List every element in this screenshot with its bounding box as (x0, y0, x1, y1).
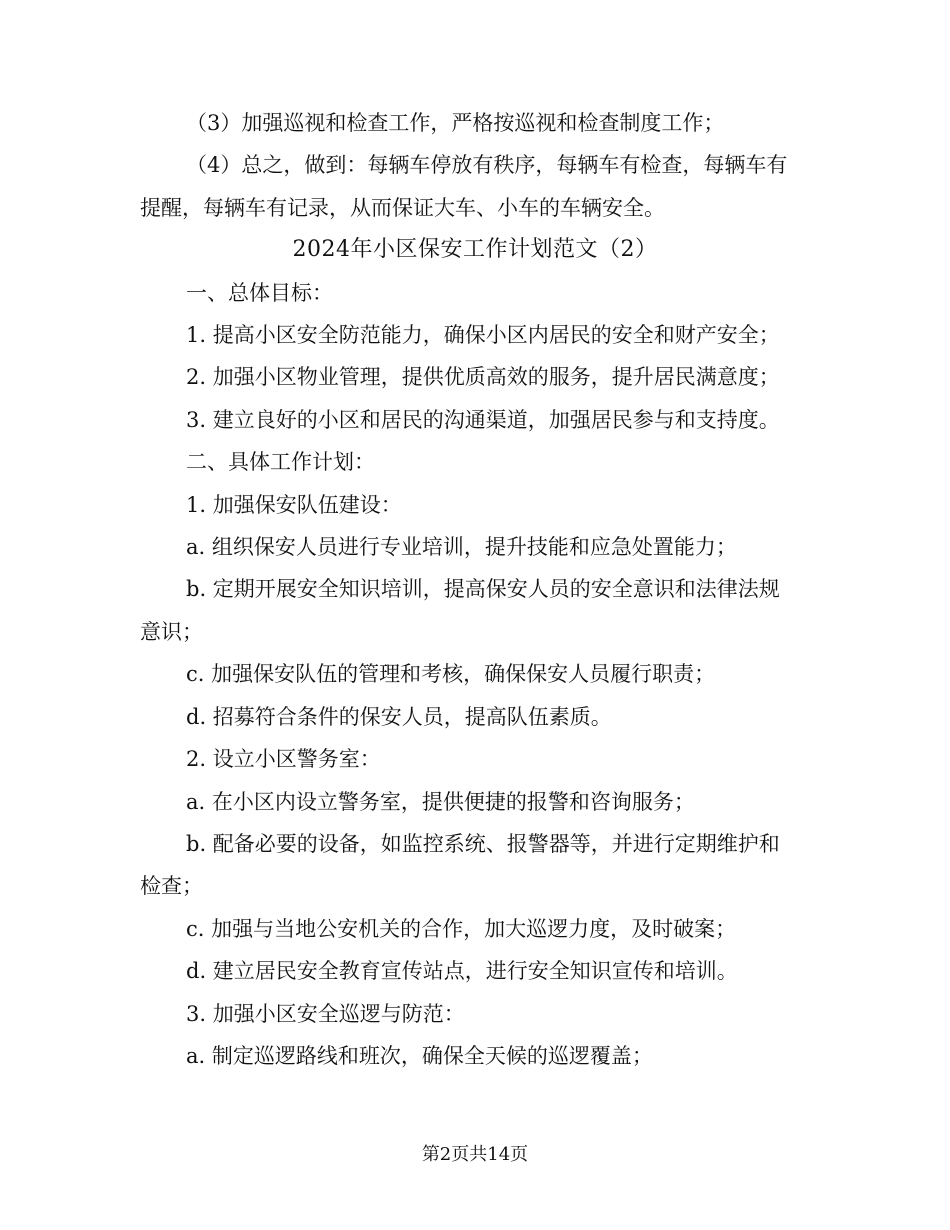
paragraph-line: a. 组织保安人员进行专业培训，提升技能和应急处置能力； (186, 535, 737, 560)
document-body (140, 102, 810, 1077)
page-footer: 第2页共14页 (421, 1144, 529, 1165)
paragraph-line: a. 在小区内设立警务室，提供便捷的报警和咨询服务； (186, 789, 695, 814)
section-title: 2024年小区保安工作计划范文（2） (292, 237, 658, 263)
paragraph-line: c. 加强保安队伍的管理和考核，确保保安人员履行职责； (186, 662, 716, 687)
paragraph-line: 二、具体工作计划： (186, 450, 375, 475)
paragraph-line: （4）总之，做到：每辆车停放有秩序，每辆车有检查，每辆车有 (186, 153, 788, 178)
paragraph-line: 3. 加强小区安全巡逻与防范： (186, 1001, 465, 1026)
paragraph-line: （3）加强巡视和检查工作，严格按巡视和检查制度工作； (186, 111, 725, 135)
paragraph-line: 3. 建立良好的小区和居民的沟通渠道，加强居民参与和支持度。 (186, 407, 780, 432)
paragraph-line: 意识； (140, 619, 203, 644)
paragraph-line: 提醒，每辆车有记录，从而保证大车、小车的车辆安全。 (140, 195, 665, 220)
paragraph-line: a. 制定巡逻路线和班次，确保全天候的巡逻覆盖； (186, 1043, 653, 1068)
paragraph-line: b. 配备必要的设备，如监控系统、报警器等，并进行定期维护和 (186, 831, 780, 856)
paragraph-line: c. 加强与当地公安机关的合作，加大巡逻力度，及时破案； (186, 916, 737, 941)
paragraph-line: 1. 提高小区安全防范能力，确保小区内居民的安全和财产安全； (186, 323, 780, 348)
paragraph-line: d. 招募符合条件的保安人员，提高队伍素质。 (186, 704, 612, 729)
paragraph-line: b. 定期开展安全知识培训，提高保安人员的安全意识和法律法规 (186, 577, 780, 602)
paragraph-line: 检查； (140, 874, 203, 899)
paragraph-line: 1. 加强保安队伍建设： (186, 492, 402, 517)
paragraph-line: 2. 加强小区物业管理，提供优质高效的服务，提升居民满意度； (186, 365, 780, 390)
paragraph-line: 2. 设立小区警务室： (186, 747, 381, 772)
paragraph-line: 一、总体目标： (186, 280, 333, 305)
paragraph-line: d. 建立居民安全教育宣传站点，进行安全知识宣传和培训。 (186, 959, 738, 984)
